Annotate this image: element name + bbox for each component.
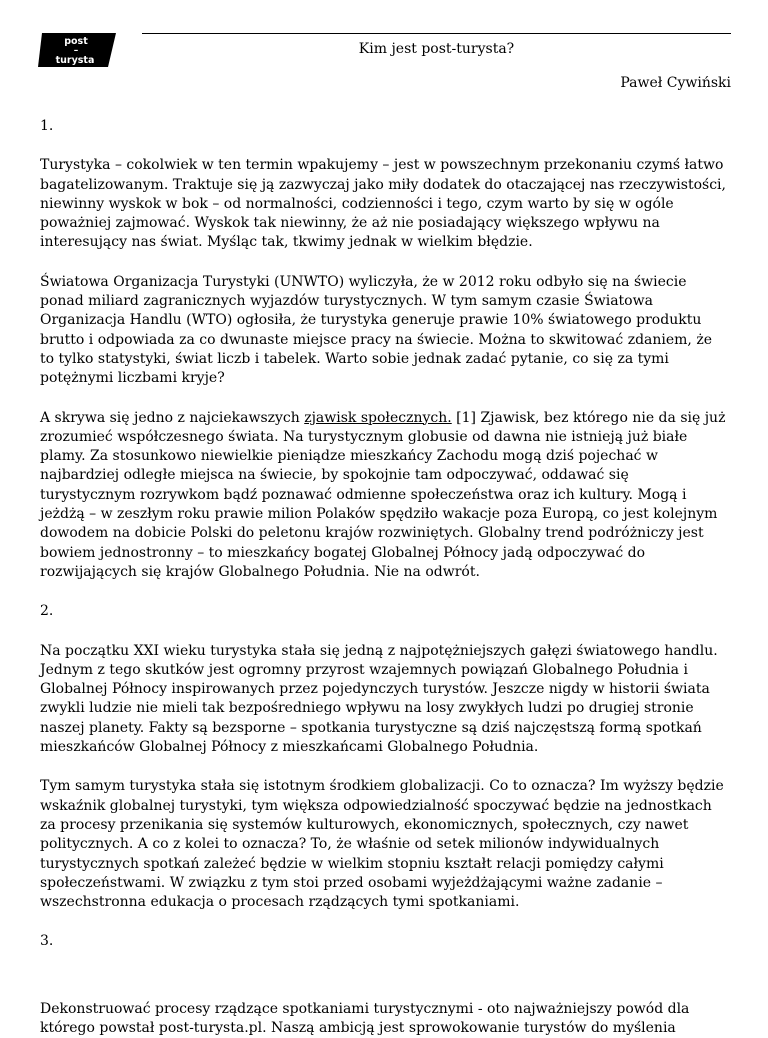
logo-badge	[38, 33, 116, 67]
document-body	[40, 117, 728, 1038]
paragraph-3-start: A skrywa się jedno z najciekawszych	[40, 409, 305, 426]
logo-line-2: –	[73, 46, 79, 56]
section-number-3: 3.	[40, 933, 54, 950]
paragraph-2: Światowa Organizacja Turystyki (UNWTO) wyliczyła, że w 2012 roku odbyło się na świecie ponad miliard zagranicznych wyjazdów turystycznych. W tym samym czasie Światowa Organizacja Handlu (WTO) ogłosiła, że turystyka generuje prawie 10% światowego produktu brutto i odpowiada za co dwunaste miejsce pracy na świecie. Można to skwitować zdaniem, że to tylko statystyki, świat liczb i tabelek. Warto sobie jednak zadać pytanie, co się za tymi potężnymi liczbami kryje?	[40, 273, 712, 387]
section-number-1: 1.	[40, 118, 54, 134]
logo-line-3: turysta	[55, 55, 95, 66]
paragraph-3-rest: [1] Zjawisk, bez którego nie da się już zrozumieć współczesnego świata. Na turystycznym globusie od dawna nie istnieją już białe plamy. Za stosunkowo niewielkie pieniądze mieszkańcy Zachodu mogą dziś pojechać w najbardziej odległe miejsca na świecie, by spokojnie tam odpoczywać, oddawać się turystycznym rozrywkom bądź poznawać odmienne społeczeństwa oraz ich kultury. Mogą i jeżdżą – w zeszłym roku prawie milion Polaków spędziło wakacje poza Europą, co jest kolejnym dowodem na dobicie Polski do peletonu krajów rozwiniętych. Globalny trend podróżniczy jest bowiem jednostronny – to mieszkańcy bogatej Globalnej Północy jadą odpoczywać do rozwijających się krajów Globalnego Południa. Nie na odwrót.	[40, 409, 726, 580]
paragraph-1: Turystyka – cokolwiek w ten termin wpakujemy – jest w powszechnym przekonaniu czymś łatwo bagatelizowanym. Traktuje się ją zazwyczaj jako miły dodatek do otaczającej nas rzeczywistości, niewinny wyskok w bok – od normalności, codzienności i tego, czym warto by się w ogóle poważniej zajmować. Wyskok tak niewinny, że aż nie posiadający większego wpływu na interesujący nas świat. Myśląc tak, tkwimy jednak w wielkim błędzie.	[40, 157, 726, 251]
logo-line-1: post	[64, 36, 88, 47]
paragraph-6: Dekonstruować procesy rządzące spotkaniami turystycznymi - oto najważniejszy powód dla którego powstał post-turysta.pl. Naszą ambicją jest sprowokowanie turystów do myślenia	[40, 1000, 690, 1036]
document-title: Kim jest post-turysta?	[358, 41, 515, 57]
paragraph-3	[40, 409, 728, 583]
paragraph-5: Tym samym turystyka stała się istotnym środkiem globalizacji. Co to oznacza? Im wyższy będzie wskaźnik globalnej turystyki, tym większa odpowiedzialność spoczywać będzie na jednostkach za procesy przenikania się systemów kulturowych, ekonomicznych, społecznych, czy nawet politycznych. A co z kolei to oznacza? To, że właśnie od setek milionów indywidualnych turystycznych spotkań zależeć będzie w wielkim stopniu kształt relacji pomiędzy całymi społeczeństwami. W związku z tym stoi przed osobami wyjeżdżającymi ważne zadanie – wszechstronna edukacja o procesach rządzących tymi spotkaniami.	[40, 778, 724, 911]
social-phenomena-link[interactable]: zjawisk społecznych.	[304, 409, 452, 426]
post-turysta-logo[interactable]	[38, 33, 116, 67]
author-name: Paweł Cywiński	[620, 75, 731, 91]
section-number-2: 2.	[40, 603, 54, 620]
header-divider	[142, 33, 731, 34]
paragraph-4: Na początku XXI wieku turystyka stała się jedną z najpotężniejszych gałęzi światowego handlu. Jednym z tego skutków jest ogromny przyrost wzajemnych powiązań Globalnego Południa i Globalnej Północy inspirowanych przez pojedynczych turystów. Jeszcze nigdy w historii świata zwykli ludzie nie mieli tak bezpośredniego wpływu na losy zwykłych ludzi po drugiej stronie naszej planety. Fakty są bezsporne – spotkania turystyczne są dziś najczęstszą formą spotkań mieszkańców Globalnej Północy z mieszkańcami Globalnego Południa.	[40, 642, 718, 756]
